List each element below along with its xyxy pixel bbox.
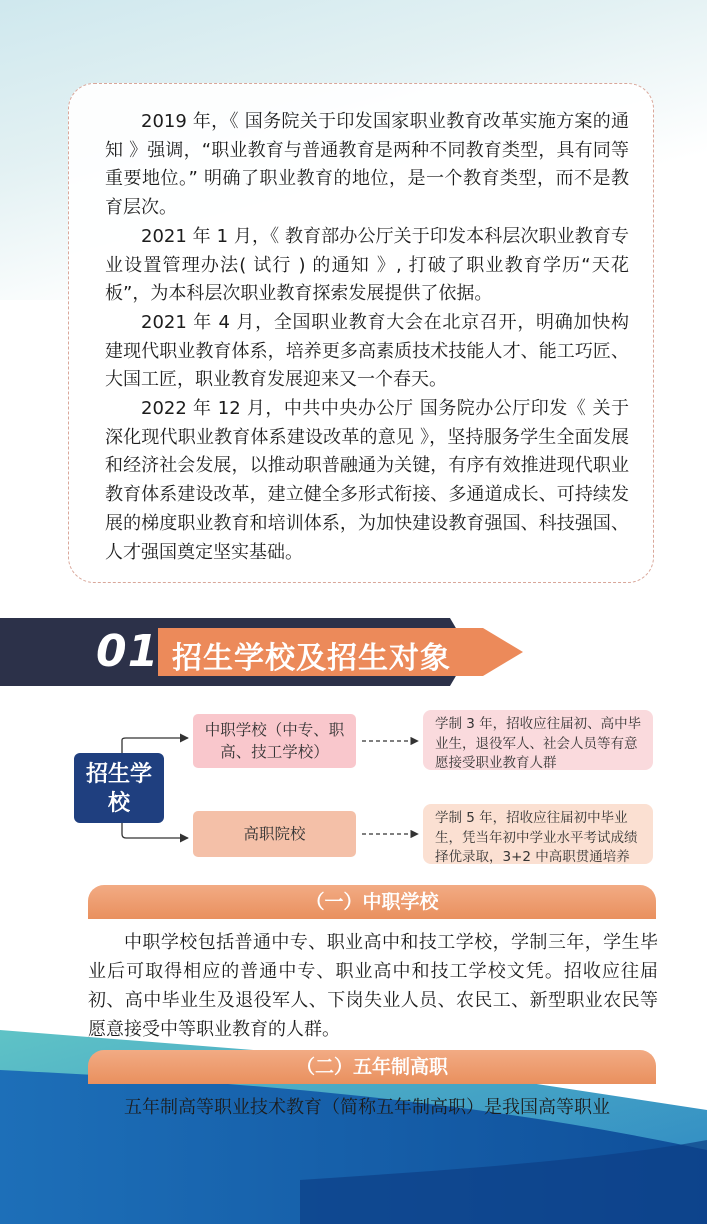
banner-title: 招生学校及招生对象	[172, 641, 451, 676]
root-node: 招生学校	[74, 753, 164, 823]
connector-upper	[122, 738, 188, 753]
node-vocational-school: 中职学校（中专、职高、技工学校）	[193, 714, 356, 768]
intro-text-box	[68, 83, 654, 583]
section-paragraph-1: 中职学校包括普通中专、职业高中和技工学校，学制三年，学生毕业后可取得相应的普通中专、职业高中和技工学校文凭。招收应往届初、高中毕业生及退役军人、下岗失业人员、农民工、新型职业农民等愿意接受中等职业教育的人群。	[88, 932, 658, 1040]
node-description-lower: 学制 5 年，招收应往届初中毕业生，凭当年初中学业水平考试成绩择优录取，3+2 中高职贯通培养	[423, 804, 653, 864]
node-higher-vocational: 高职院校	[193, 811, 356, 857]
intro-paragraph: 2021 年 4 月，全国职业教育大会在北京召开，明确加快构建现代职业教育体系，培养更多高素质技术技能人才、能工巧匠、大国工匠，职业教育发展迎来又一个春天。	[105, 311, 629, 391]
admission-diagram	[0, 700, 707, 880]
intro-paragraph: 2022 年 12 月，中共中央办公厅 国务院办公厅印发《 关于深化现代职业教育体系建设改革的意见 》，坚持服务学生全面发展和经济社会发展，以推动职普融通为关键，有序有效推进现代职业教育体系建设改革，建立健全多形式衔接、多通道成长、可持续发展的梯度职业教育和培训体系，为加快建设教育强国、科技强国、人才强国奠定坚实基础。	[105, 398, 629, 563]
intro-paragraph: 2021 年 1 月，《 教育部办公厅关于印发本科层次职业教育专业设置管理办法( 试行 ) 的通知 》, 打破了职业教育学历“天花板”，为本科层次职业教育探索发展提供了依据。	[105, 225, 629, 305]
section-banner	[0, 618, 707, 686]
section-heading-2: （二）五年制高职	[88, 1050, 656, 1084]
section-paragraph-2: 五年制高等职业技术教育（简称五年制高职）是我国高等职业	[124, 1097, 610, 1118]
section-heading-1: （一）中职学校	[88, 885, 656, 919]
banner-number: 01	[96, 626, 160, 677]
connector-lower	[122, 823, 188, 838]
node-description-upper: 学制 3 年，招收应往届初、高中毕业生，退役军人、社会人员等有意愿接受职业教育人群	[423, 710, 653, 770]
intro-paragraph: 2019 年，《 国务院关于印发国家职业教育改革实施方案的通知 》强调，“职业教育与普通教育是两种不同教育类型，具有同等重要地位。” 明确了职业教育的地位，是一个教育类型，而不是教育层次。	[105, 111, 629, 219]
